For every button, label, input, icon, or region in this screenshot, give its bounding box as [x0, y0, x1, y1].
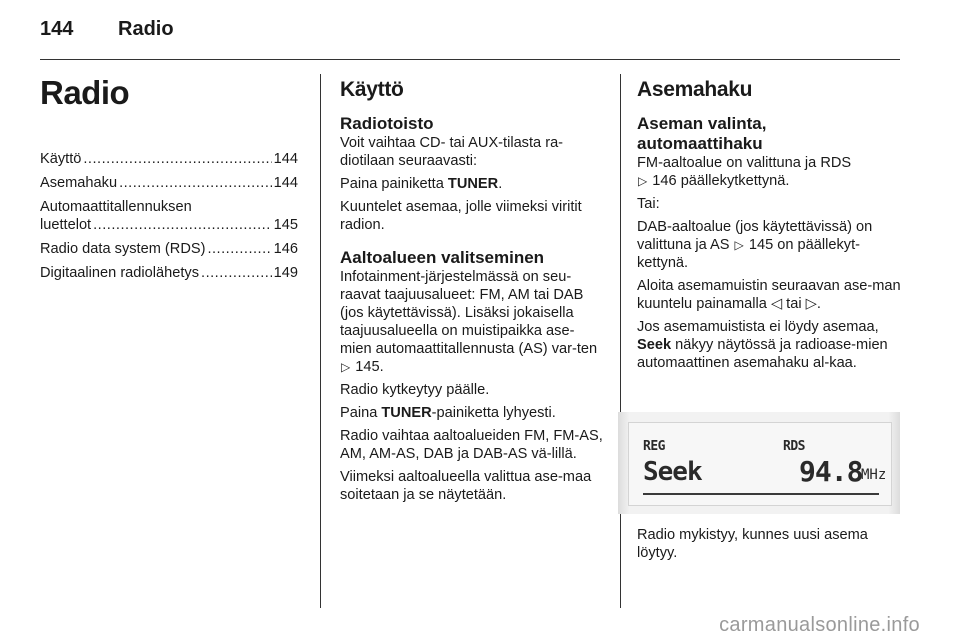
- page-number: 144: [40, 18, 74, 40]
- subsection-title-line1: Aseman valinta,: [637, 114, 767, 133]
- subsection-title-line2: automaattihaku: [637, 134, 763, 153]
- display-seek-text: Seek: [643, 457, 702, 487]
- header-section: Radio: [118, 18, 174, 40]
- paragraph: Viimeksi aaltoalueella valittua ase-maa soitetaan ja se näytetään.: [340, 469, 592, 503]
- column-divider-1: [320, 74, 321, 608]
- radio-display-figure: [618, 412, 900, 514]
- section-title-asemahaku: Asemahaku: [637, 78, 753, 101]
- toc-entry[interactable]: Käyttö ..... 144: [40, 150, 298, 168]
- display-rds-label: RDS: [783, 439, 805, 454]
- toc-entry[interactable]: Radio data system (RDS) ..... 146: [40, 240, 298, 258]
- paragraph: Paina painiketta TUNER.: [340, 176, 503, 192]
- display-frequency: 94.8: [799, 455, 863, 488]
- paragraph: Aloita asemamuistin seuraavan ase-man kuuntelu painamalla ◁ tai ▷.: [637, 278, 901, 312]
- reference-arrow-icon: ▷: [341, 360, 351, 374]
- chapter-title: Radio: [40, 74, 130, 111]
- column-asemahaku: [637, 70, 901, 377]
- section-title-kaytto: Käyttö: [340, 78, 404, 101]
- paragraph: FM-aaltoalue on valittuna ja RDS ▷ 146 päällekytkettynä.: [637, 155, 852, 189]
- tuner-button-ref: TUNER: [447, 176, 499, 192]
- paragraph: Paina TUNER-painiketta lyhyesti.: [340, 405, 556, 421]
- seek-back-icon: ◁: [770, 296, 783, 312]
- paragraph: Infotainment-järjestelmässä on seu-raavat taajuusalueet: FM, AM tai DAB (jos käytettävissä). Lisäksi jokaisella taajuusalueella on muistipaikka ase-mien automaattitallennusta (AS) var-ten ▷ 145.: [340, 269, 598, 375]
- seek-forward-icon: ▷: [805, 296, 817, 312]
- table-of-contents: [40, 150, 298, 288]
- column-kaytto: [340, 70, 606, 509]
- toc-entry[interactable]: Asemahaku ..... 144: [40, 174, 298, 192]
- reference-arrow-icon: ▷: [638, 174, 648, 188]
- paragraph: Voit vaihtaa CD- tai AUX-tilasta ra-diotilaan seuraavasti:: [340, 135, 564, 169]
- paragraph: Radio mykistyy, kunnes uusi asema löytyy.: [637, 527, 868, 561]
- seek-label-ref: Seek: [637, 337, 672, 353]
- reference-arrow-icon: ▷: [734, 238, 744, 252]
- display-reg-label: REG: [643, 439, 665, 454]
- subsection-title-radiotoisto: Radiotoisto: [340, 114, 434, 133]
- paragraph: Jos asemamuistista ei löydy asemaa, Seek näkyy näytössä ja radioase-mien automaattinen asemahaku al-kaa.: [637, 319, 888, 371]
- paragraph: Radio vaihtaa aaltoalueiden FM, FM-AS, AM, AM-AS, DAB ja DAB-AS vä-lillä.: [340, 428, 603, 462]
- tuner-button-ref: TUNER: [381, 405, 432, 421]
- display-underline: [643, 493, 879, 495]
- paragraph: Tai:: [637, 196, 660, 212]
- column-toc: [40, 70, 300, 116]
- radio-display-screen: [628, 422, 892, 506]
- paragraph: Radio kytkeytyy päälle.: [340, 382, 490, 398]
- paragraph: DAB-aaltoalue (jos käytettävissä) on valittuna ja AS ▷ 145 on päällekyt-kettynä.: [637, 219, 873, 271]
- toc-entry[interactable]: Automaattitallennuksen luettelot ..... 145: [40, 198, 298, 234]
- header-rule: [40, 59, 900, 60]
- paragraph: Kuuntelet asemaa, jolle viimeksi viritit radion.: [340, 199, 582, 233]
- subsection-title-aaltoalue: Aaltoalueen valitseminen: [340, 248, 545, 267]
- toc-entry[interactable]: Digitaalinen radiolähetys ..... 149: [40, 264, 298, 282]
- column-divider-2: [620, 74, 621, 608]
- display-unit: MHz: [861, 467, 887, 483]
- watermark: carmanualsonline.info: [719, 614, 920, 636]
